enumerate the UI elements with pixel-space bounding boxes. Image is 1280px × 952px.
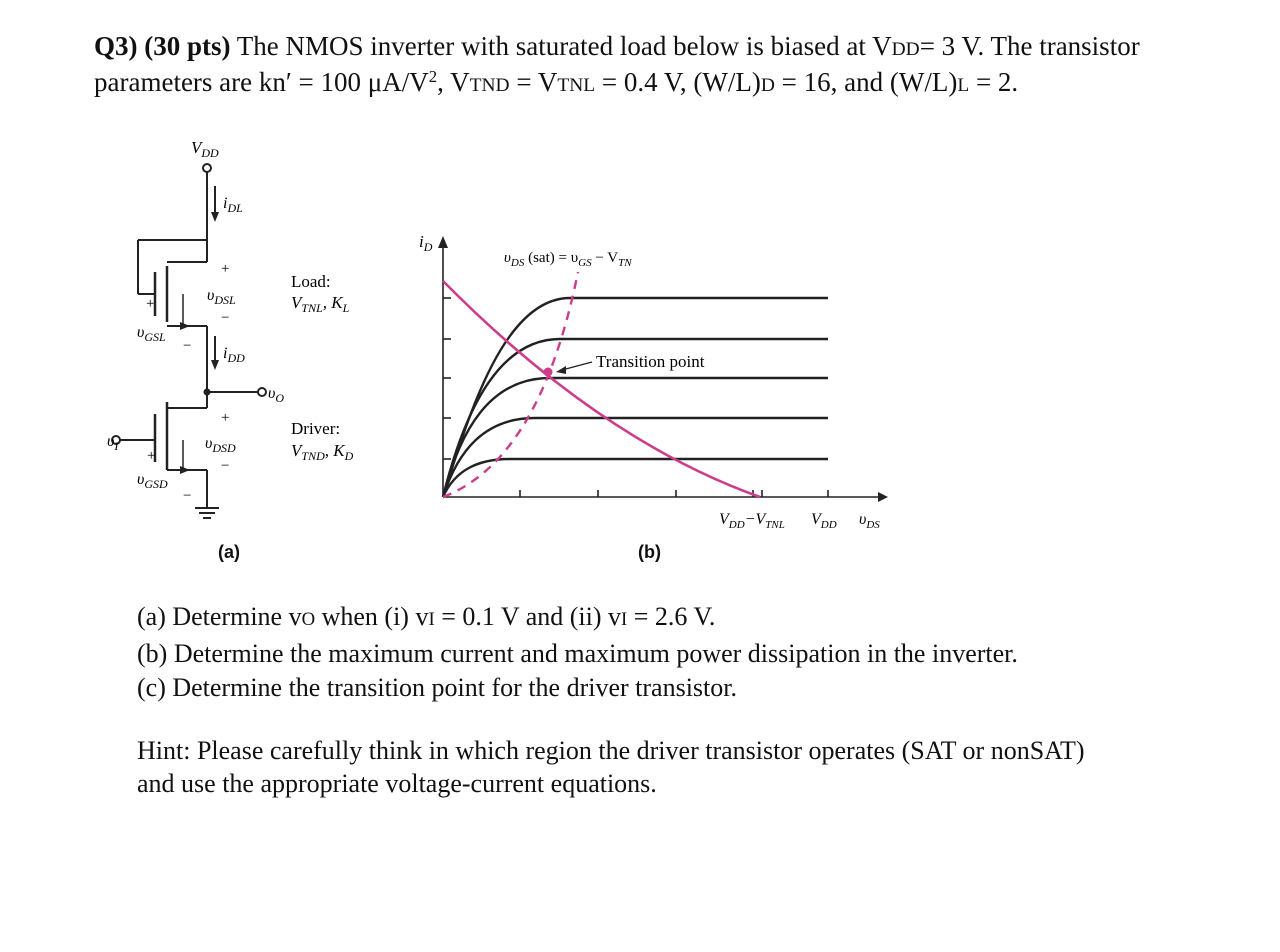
problem-label: Q3) (30 pts) xyxy=(94,31,231,61)
vi-label: $\upsilon_I$ xyxy=(107,433,119,453)
problem-text: parameters are kn′ = 100 μA/V xyxy=(94,67,429,97)
superscript: 2 xyxy=(428,66,438,86)
plus-sign: + xyxy=(221,410,230,426)
subscript: DD xyxy=(891,39,920,60)
problem-text: The NMOS inverter with saturated load below is biased at V xyxy=(236,31,892,61)
x-axis-label: $\upsilon_{DS}$ xyxy=(859,511,880,531)
panel-a-label: (a) xyxy=(218,542,240,562)
driver-params: $V_{TND}$, $K_D$ xyxy=(291,441,354,463)
subscript: D xyxy=(760,75,775,96)
load-curve xyxy=(443,281,760,497)
idd-label: $i_{DD}$ xyxy=(223,345,245,365)
minus-sign: − xyxy=(183,488,192,504)
vo-label: $\upsilon_O$ xyxy=(268,385,285,405)
load-params: $V_{TNL}$, $K_L$ xyxy=(291,293,350,315)
panel-b-label: (b) xyxy=(638,542,661,562)
plus-sign: + xyxy=(221,261,230,277)
problem-text: = 0.4 V, (W/L) xyxy=(595,67,761,97)
subscript: L xyxy=(957,75,970,96)
question-a: (a) Determine vO when (i) vI = 0.1 V and (ii) vI = 2.6 V. xyxy=(137,602,716,631)
vgsd-label: $\upsilon_{GSD}$ xyxy=(137,471,168,491)
characteristics-graph xyxy=(0,0,1000,570)
id-vds-curves xyxy=(443,298,828,497)
problem-text: , V xyxy=(437,67,470,97)
subscript: TND xyxy=(469,75,510,96)
x-tick-vdd: $V_{DD}$ xyxy=(811,511,837,531)
transition-point-label: Transition point xyxy=(596,352,705,371)
problem-text: = V xyxy=(509,67,558,97)
vds-sat-label: $\upsilon_{DS}$ $(sat) = \upsilon_{GS} - V_{TN}$ xyxy=(504,250,632,269)
subscript: TNL xyxy=(557,75,596,96)
plus-sign: + xyxy=(147,448,156,464)
idl-label: $i_{DL}$ xyxy=(223,195,243,215)
plus-sign: + xyxy=(146,296,155,312)
problem-text: = 16, and (W/L) xyxy=(774,67,958,97)
problem-text: = 3 V. The transistor xyxy=(919,31,1140,61)
vdd-label: $V_{DD}$ xyxy=(191,138,219,160)
question-b: (b) Determine the maximum current and maximum power dissipation in the inverter. xyxy=(137,639,1018,668)
hint-line-1: Hint: Please carefully think in which region the driver transistor operates (SAT or nonSAT) xyxy=(137,736,1085,765)
load-title: Load: xyxy=(291,272,331,291)
vdsd-label: $\upsilon_{DSD}$ xyxy=(205,435,236,455)
question-c: (c) Determine the transition point for the driver transistor. xyxy=(137,673,737,702)
hint xyxy=(137,734,1237,800)
transition-point-marker xyxy=(544,368,553,377)
driver-title: Driver: xyxy=(291,419,341,438)
curve-1 xyxy=(443,298,828,497)
minus-sign: − xyxy=(183,338,192,354)
problem-text: = 2. xyxy=(969,67,1019,97)
question-list xyxy=(137,600,1237,705)
vdsl-label: $\upsilon_{DSL}$ xyxy=(207,287,236,307)
curve-5 xyxy=(443,459,828,497)
vgsl-label: $\upsilon_{GSL}$ xyxy=(137,324,166,344)
x-tick-vdd-minus-vtnl: $V_{DD}-V_{TNL}$ xyxy=(719,511,785,531)
minus-sign: − xyxy=(221,458,230,474)
minus-sign: − xyxy=(221,310,230,326)
hint-line-2: and use the appropriate voltage-current equations. xyxy=(137,769,657,798)
y-axis-label: $i_D$ xyxy=(419,232,433,254)
